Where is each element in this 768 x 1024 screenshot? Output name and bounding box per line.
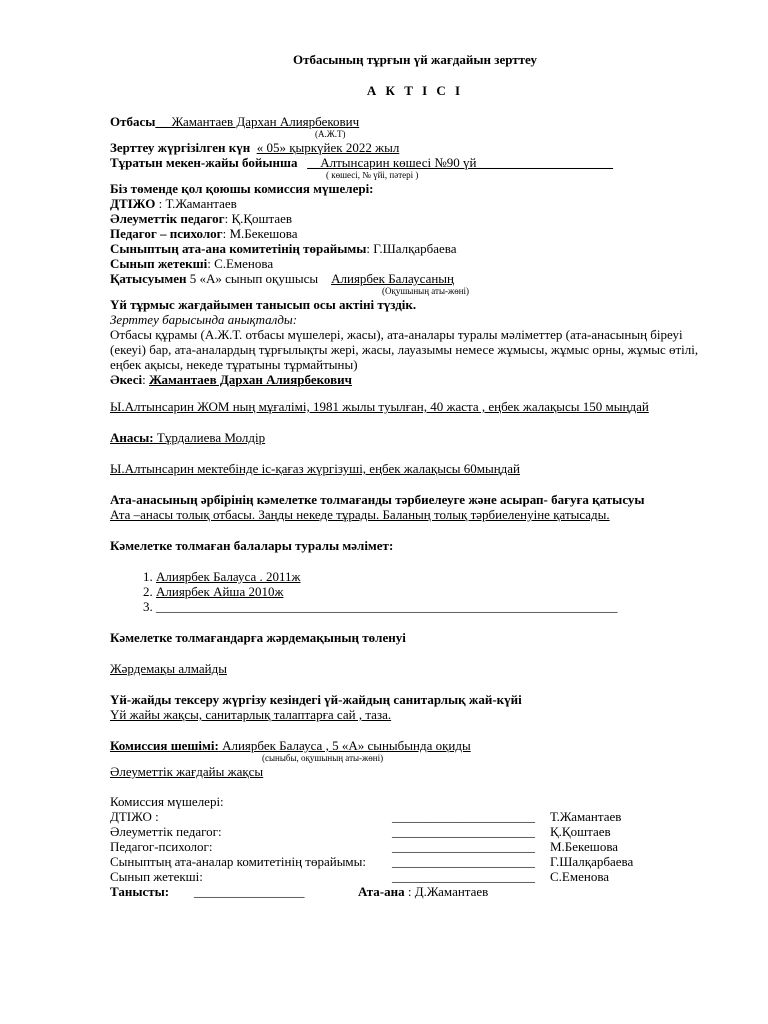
signers-list <box>110 809 720 899</box>
signer-name: М.Бекешова <box>550 839 619 854</box>
signer-role: Әлеуметтік педагог: <box>110 824 222 839</box>
mother-info: Ы.Алтынсарин мектебінде іс-қағаз жүргізуші, еңбек жалақысы 60мыңдай <box>110 461 520 476</box>
member-row <box>110 211 720 226</box>
member-name: Т.Жамантаев <box>165 196 237 211</box>
address-line <box>110 155 720 170</box>
member-row <box>110 256 720 271</box>
member-role: Педагог – психолог <box>110 226 223 241</box>
signer-row <box>110 809 720 824</box>
decision-line <box>110 738 720 753</box>
sanitary-text: Үй жайы жақсы, санитарлық талаптарға сай , таза. <box>110 707 392 722</box>
member-row <box>110 196 720 211</box>
revealed-text: Зерттеу барысында анықталды: <box>110 312 298 327</box>
children-list <box>110 569 720 614</box>
signature-line: ______________________ <box>392 869 535 884</box>
mother-line <box>110 430 720 445</box>
member-sep: : <box>222 226 230 241</box>
composition-text: Отбасы құрамы (А.Ж.Т. отбасы мүшелері, жасы), ата-аналары туралы мәліметтер (ата-анасының біреуі (екеуі) бар, ата-аналардың тұрғылықты жері, жасы, лауазымы немесе жұмысы, жұмыс орны, жұмыс өтілі, еңбек ақысы, некеде тұратыны тұрмайтыны) <box>110 327 699 372</box>
signer-row <box>110 854 720 869</box>
familiar-row <box>110 884 720 899</box>
member-role: Сыныптың ата-ана комитетінің төрайымы <box>110 241 367 256</box>
signer-role: Сынып жетекші: <box>110 869 203 884</box>
parents-heading: Ата-анасының әрбірінің кәмелетке толмағанды тәрбиелеуге және асырап- бағуға қатысуы <box>110 492 645 507</box>
signer-role: Сыныптың ата-аналар комитетінің төрайымы: <box>110 854 366 869</box>
signer-role: Педагог-психолог: <box>110 839 213 854</box>
signature-line: ______________________ <box>392 854 535 869</box>
father-name: Жамантаев Дархан Алиярбекович <box>148 372 352 387</box>
address-caption: ( көшесі, № үйі, пәтері ) <box>326 170 419 180</box>
list-item: 3. _______________________________________________________________________ <box>156 599 720 614</box>
signature-line: ______________________ <box>392 809 535 824</box>
list-item: 2. Алиярбек Айша 2010ж <box>156 584 720 599</box>
member-role: Әлеуметтік педагог <box>110 211 225 226</box>
members-list <box>110 196 720 271</box>
parent-value: : Д.Жамантаев <box>404 884 489 899</box>
member-role: ДТІЖО <box>110 196 156 211</box>
signer-row <box>110 839 720 854</box>
parent-label: Ата-ана <box>358 884 405 899</box>
mother-name: Тұрдалиева Молдір <box>153 430 266 445</box>
act-heading: А К Т І С І <box>366 83 464 98</box>
member-row <box>110 226 720 241</box>
date-label: Зерттеу жүргізілген күн <box>110 140 251 155</box>
participant-class: 5 «А» сынып оқушысы <box>186 271 319 286</box>
decision-text: Алиярбек Балауса , 5 «А» сыныбында оқиды <box>218 738 471 753</box>
familiar-label: Танысты: <box>110 884 170 899</box>
signer-name: Г.Шалқарбаева <box>550 854 634 869</box>
familiar-line: _________________ <box>194 884 305 899</box>
act-document <box>110 50 720 899</box>
signer-name: Т.Жамантаев <box>550 809 622 824</box>
address-value: __Алтынсарин көшесі №90 үй_____________________ <box>307 155 614 170</box>
family-value: __ Жамантаев Дархан Алиярбекович <box>155 114 360 129</box>
participant-caption: (Оқушының аты-жөні) <box>382 286 470 296</box>
signer-row <box>110 824 720 839</box>
signature-line: ______________________ <box>392 824 535 839</box>
signer-row <box>110 869 720 884</box>
member-name: С.Еменова <box>214 256 274 271</box>
signer-role: ДТІЖО : <box>110 809 159 824</box>
sanitary-heading: Үй-жайды тексеру жүргізу кезіндегі үй-жайдың санитарлық жай-күйі <box>110 692 522 707</box>
benefit-text: Жәрдемақы алмайды <box>110 661 227 676</box>
date-line <box>110 140 720 155</box>
document-title: Отбасының тұрғын үй жағдайын зерттеу <box>292 52 537 67</box>
acquaint-text: Үй тұрмыс жағдайымен танысып осы актіні түздік. <box>110 297 417 312</box>
member-sep: : <box>366 241 374 256</box>
family-caption: (А.Ж.Т) <box>315 129 346 139</box>
parent-sign <box>358 884 488 899</box>
signature-line: ______________________ <box>392 839 535 854</box>
social-text: Әлеуметтік жағдайы жақсы <box>110 764 264 779</box>
mother-label: Анасы: <box>110 430 154 445</box>
member-sep: : <box>155 196 166 211</box>
signers-heading: Комиссия мүшелері: <box>110 794 224 809</box>
decision-label: Комиссия шешімі: <box>110 738 219 753</box>
signer-name: С.Еменова <box>550 869 610 884</box>
signer-name: Қ.Қоштаев <box>550 824 611 839</box>
family-line <box>110 114 720 129</box>
member-name: М.Бекешова <box>229 226 298 241</box>
father-label: Әкесі <box>110 372 143 387</box>
parents-text: Ата –анасы толық отбасы. Заңды некеде тұрады. Баланың толық тәрбиеленуіне қатысады. <box>110 507 610 522</box>
member-sep: : <box>207 256 215 271</box>
participant-name: Алиярбек Балаусаның <box>331 271 454 286</box>
father-info: Ы.Алтынсарин ЖОМ ның мұғалімі, 1981 жылы туылған, 40 жаста , еңбек жалақысы 150 мыңдай <box>110 399 649 414</box>
children-heading: Кәмелетке толмаған балалары туралы мәлімет: <box>110 538 394 553</box>
address-label: Тұратын мекен-жайы бойынша <box>110 155 298 170</box>
participant-label: Қатысуымен <box>110 271 187 286</box>
family-label: Отбасы <box>110 114 156 129</box>
commission-intro: Біз төменде қол қоюшы комиссия мүшелері: <box>110 181 374 196</box>
participant-line <box>110 271 720 286</box>
member-sep: : <box>224 211 232 226</box>
decision-caption: (сыныбы, оқушының аты-жөні) <box>262 753 384 763</box>
benefit-heading: Кәмелетке толмағандарға жәрдемақының төленуі <box>110 630 406 645</box>
member-row <box>110 241 720 256</box>
member-role: Сынып жетекші <box>110 256 208 271</box>
member-name: Г.Шалқарбаева <box>373 241 457 256</box>
list-item: 1. Алиярбек Балауса . 2011ж <box>156 569 720 584</box>
father-line: Әкесі: Жамантаев Дархан Алиярбекович <box>110 372 352 387</box>
date-value: « 05» қыркүйек 2022 жыл <box>256 140 400 155</box>
member-name: Қ.Қоштаев <box>231 211 293 226</box>
